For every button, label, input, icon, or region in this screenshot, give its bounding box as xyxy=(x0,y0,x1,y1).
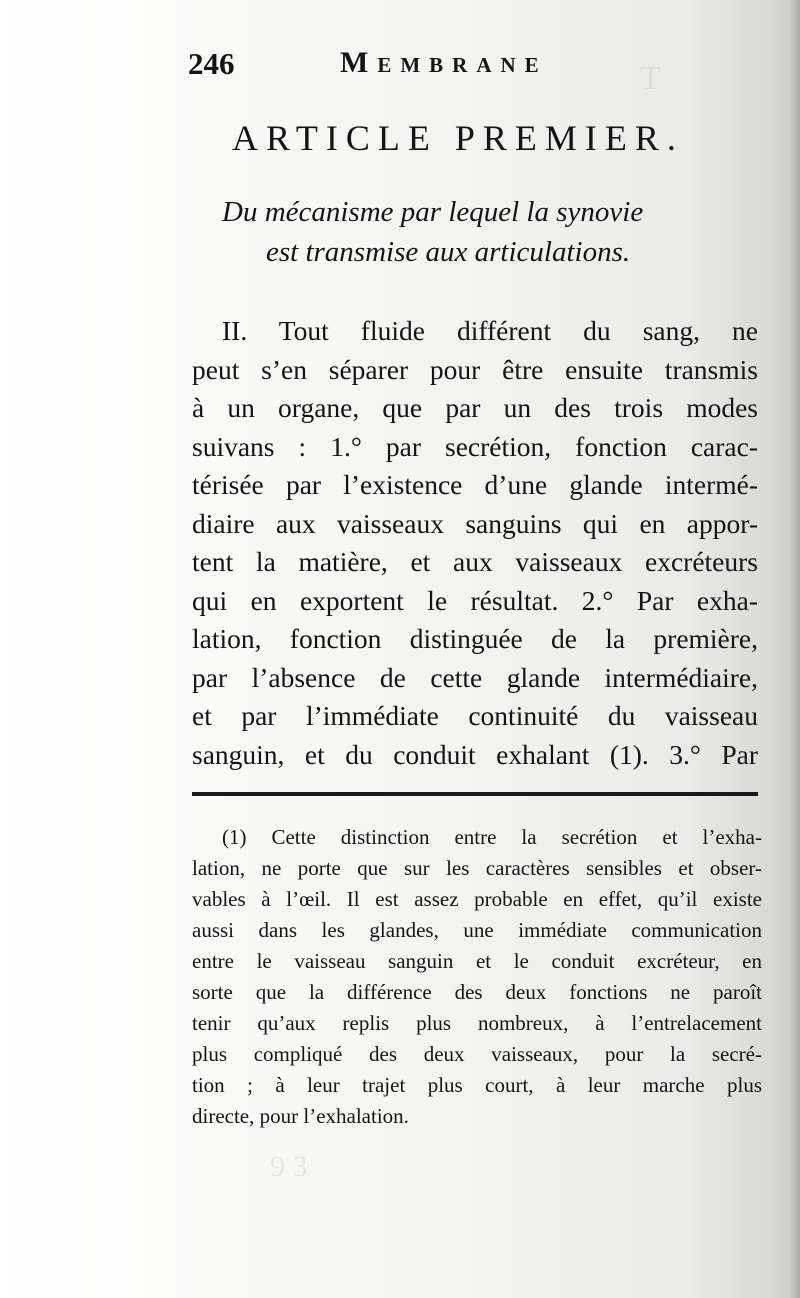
footnote-line: plus compliqué des deux vaisseaux, pour la secré- xyxy=(192,1042,762,1066)
body-line: par l’absence de cette glande intermédiaire, xyxy=(192,661,758,693)
body-line: peut s’en séparer pour être ensuite transmis xyxy=(192,353,758,385)
footnote-line: entre le vaisseau sanguin et le conduit excréteur, en xyxy=(192,949,762,973)
footnote-line: lation, ne porte que sur les caractères sensibles et obser- xyxy=(192,856,762,880)
body-line: sanguin, et du conduit exhalant (1). 3.° Par xyxy=(192,738,758,770)
subtitle-line-1: Du mécanisme par lequel la synovie xyxy=(222,196,644,228)
running-title: Membrane xyxy=(340,46,548,79)
body-line: II. Tout fluide différent du sang, ne xyxy=(222,315,758,346)
footnote xyxy=(192,822,762,1132)
bleed-through-mark: T xyxy=(640,60,661,97)
body-line: lation, fonction distinguée de la première, xyxy=(192,623,758,654)
body-line: térisée par l’existence d’une glande intermé- xyxy=(192,469,758,500)
footnote-line: sorte que la différence des deux fonctions ne paroît xyxy=(192,980,762,1004)
page-edge-shadow xyxy=(790,0,800,1298)
body-line: à un organe, que par un des trois modes xyxy=(192,392,758,423)
footnote-line: vables à l’œil. Il est assez probable en effet, qu’il existe xyxy=(192,887,762,911)
body-line: suivans : 1.° par secrétion, fonction carac- xyxy=(192,430,758,462)
body-line: diaire aux vaisseaux sanguins qui en appor- xyxy=(192,507,758,539)
running-head xyxy=(188,46,608,86)
body-line: et par l’immédiate continuité du vaisseau xyxy=(192,700,758,731)
bleed-through-mark: 9 3 xyxy=(270,1150,308,1183)
article-heading: ARTICLE PREMIER. xyxy=(232,118,684,158)
page-number: 246 xyxy=(188,46,235,81)
footnote-line: tion ; à leur trajet plus court, à leur marche plus xyxy=(192,1073,762,1097)
footnote-line: (1) Cette distinction entre la secrétion et l’exha- xyxy=(222,825,762,849)
footnote-separator-rule xyxy=(192,792,758,796)
footnote-line: tenir qu’aux replis plus nombreux, à l’entrelacement xyxy=(192,1011,762,1035)
body-paragraph xyxy=(192,312,758,774)
subtitle-line-2: est transmise aux articulations. xyxy=(266,236,631,268)
footnote-line: directe, pour l’exhalation. xyxy=(192,1104,409,1128)
body-line: tent la matière, et aux vaisseaux excréteurs xyxy=(192,546,758,577)
body-line: qui en exportent le résultat. 2.° Par exha- xyxy=(192,584,758,616)
footnote-line: aussi dans les glandes, une immédiate communication xyxy=(192,918,762,942)
